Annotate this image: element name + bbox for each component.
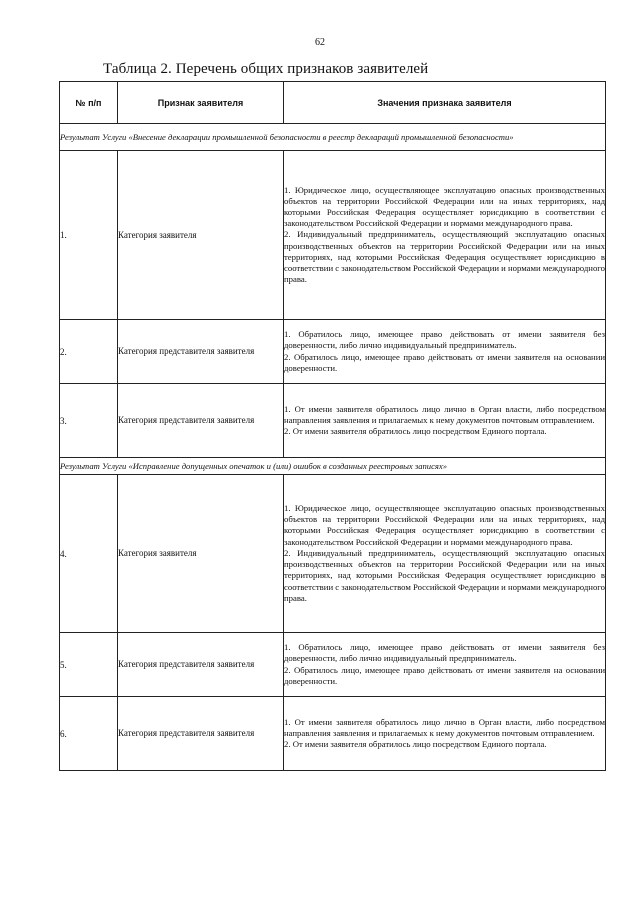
row-values [284, 320, 606, 384]
row-values [284, 633, 606, 697]
table-row [60, 384, 606, 458]
page-number: 62 [315, 37, 325, 48]
header-number: № п/п [60, 82, 118, 124]
value-item: 1. Обратилось лицо, имеющее право действовать от имени заявителя без доверенности, либо лично индивидуальный предприниматель. [284, 642, 605, 664]
section-row [60, 458, 606, 475]
row-category: Категория представителя заявителя [118, 320, 284, 384]
value-item: 1. Юридическое лицо, осуществляющее эксплуатацию опасных производственных объектов на территории Российской Федерации или на иных территориях, над которыми Российская Федерация осуществляет юрисдикцию в соответствии с законодательством Российской Федерации и нормами международного права. [284, 503, 605, 547]
row-number: 3. [60, 384, 118, 458]
row-values [284, 384, 606, 458]
applicant-attributes-table [59, 81, 606, 771]
table-title: Таблица 2. Перечень общих признаков заявителей [103, 61, 429, 77]
value-item: 1. Обратилось лицо, имеющее право действовать от имени заявителя без доверенности, либо лично индивидуальный предприниматель. [284, 329, 605, 351]
row-values [284, 697, 606, 771]
table-header-row [60, 82, 606, 124]
value-item: 2. От имени заявителя обратилось лицо посредством Единого портала. [284, 739, 547, 750]
table-row [60, 633, 606, 697]
row-number: 5. [60, 633, 118, 697]
row-category: Категория представителя заявителя [118, 633, 284, 697]
value-item: 2. Индивидуальный предприниматель, осуществляющий эксплуатацию опасных производственных объектов на территории Российской Федерации или на иных территориях, над которыми Российская Федерация осуществляет юрисдикцию в соответствии с законодательством Российской Федерации и нормами международного права. [284, 229, 605, 285]
row-number: 4. [60, 475, 118, 633]
section-row [60, 124, 606, 151]
header-values: Значения признака заявителя [284, 82, 606, 124]
row-number: 1. [60, 151, 118, 320]
row-values [284, 475, 606, 633]
value-item: 2. От имени заявителя обратилось лицо посредством Единого портала. [284, 426, 547, 437]
section-title: Результат Услуги «Исправление допущенных опечаток и (или) ошибок в созданных реестровых записях» [60, 458, 606, 475]
row-values [284, 151, 606, 320]
row-category: Категория представителя заявителя [118, 697, 284, 771]
value-item: 2. Индивидуальный предприниматель, осуществляющий эксплуатацию опасных производственных объектов на территории Российской Федерации или на иных территориях, над которыми Российская Федерация осуществляет юрисдикцию в соответствии с законодательством Российской Федерации и нормами международного права. [284, 547, 605, 603]
table-row [60, 151, 606, 320]
table-row [60, 697, 606, 771]
row-number: 6. [60, 697, 118, 771]
value-item: 2. Обратилось лицо, имеющее право действовать от имени заявителя на основании доверенности. [284, 664, 605, 686]
row-category: Категория представителя заявителя [118, 384, 284, 458]
table-row [60, 475, 606, 633]
header-attribute: Признак заявителя [118, 82, 284, 124]
value-item: 1. От имени заявителя обратилось лицо лично в Орган власти, либо посредством направления заявления и прилагаемых к нему документов почтовым отправлением. [284, 403, 605, 425]
table-row [60, 320, 606, 384]
value-item: 1. От имени заявителя обратилось лицо лично в Орган власти, либо посредством направления заявления и прилагаемых к нему документов почтовым отправлением. [284, 716, 605, 738]
row-category: Категория заявителя [118, 475, 284, 633]
section-title: Результат Услуги «Внесение декларации промышленной безопасности в реестр деклараций промышленной безопасности» [60, 124, 606, 151]
value-item: 2. Обратилось лицо, имеющее право действовать от имени заявителя на основании доверенности. [284, 351, 605, 373]
row-category: Категория заявителя [118, 151, 284, 320]
value-item: 1. Юридическое лицо, осуществляющее эксплуатацию опасных производственных объектов на территории Российской Федерации или на иных территориях, над которыми Российская Федерация осуществляет юрисдикцию в соответствии с законодательством Российской Федерации и нормами международного права. [284, 184, 605, 229]
row-number: 2. [60, 320, 118, 384]
